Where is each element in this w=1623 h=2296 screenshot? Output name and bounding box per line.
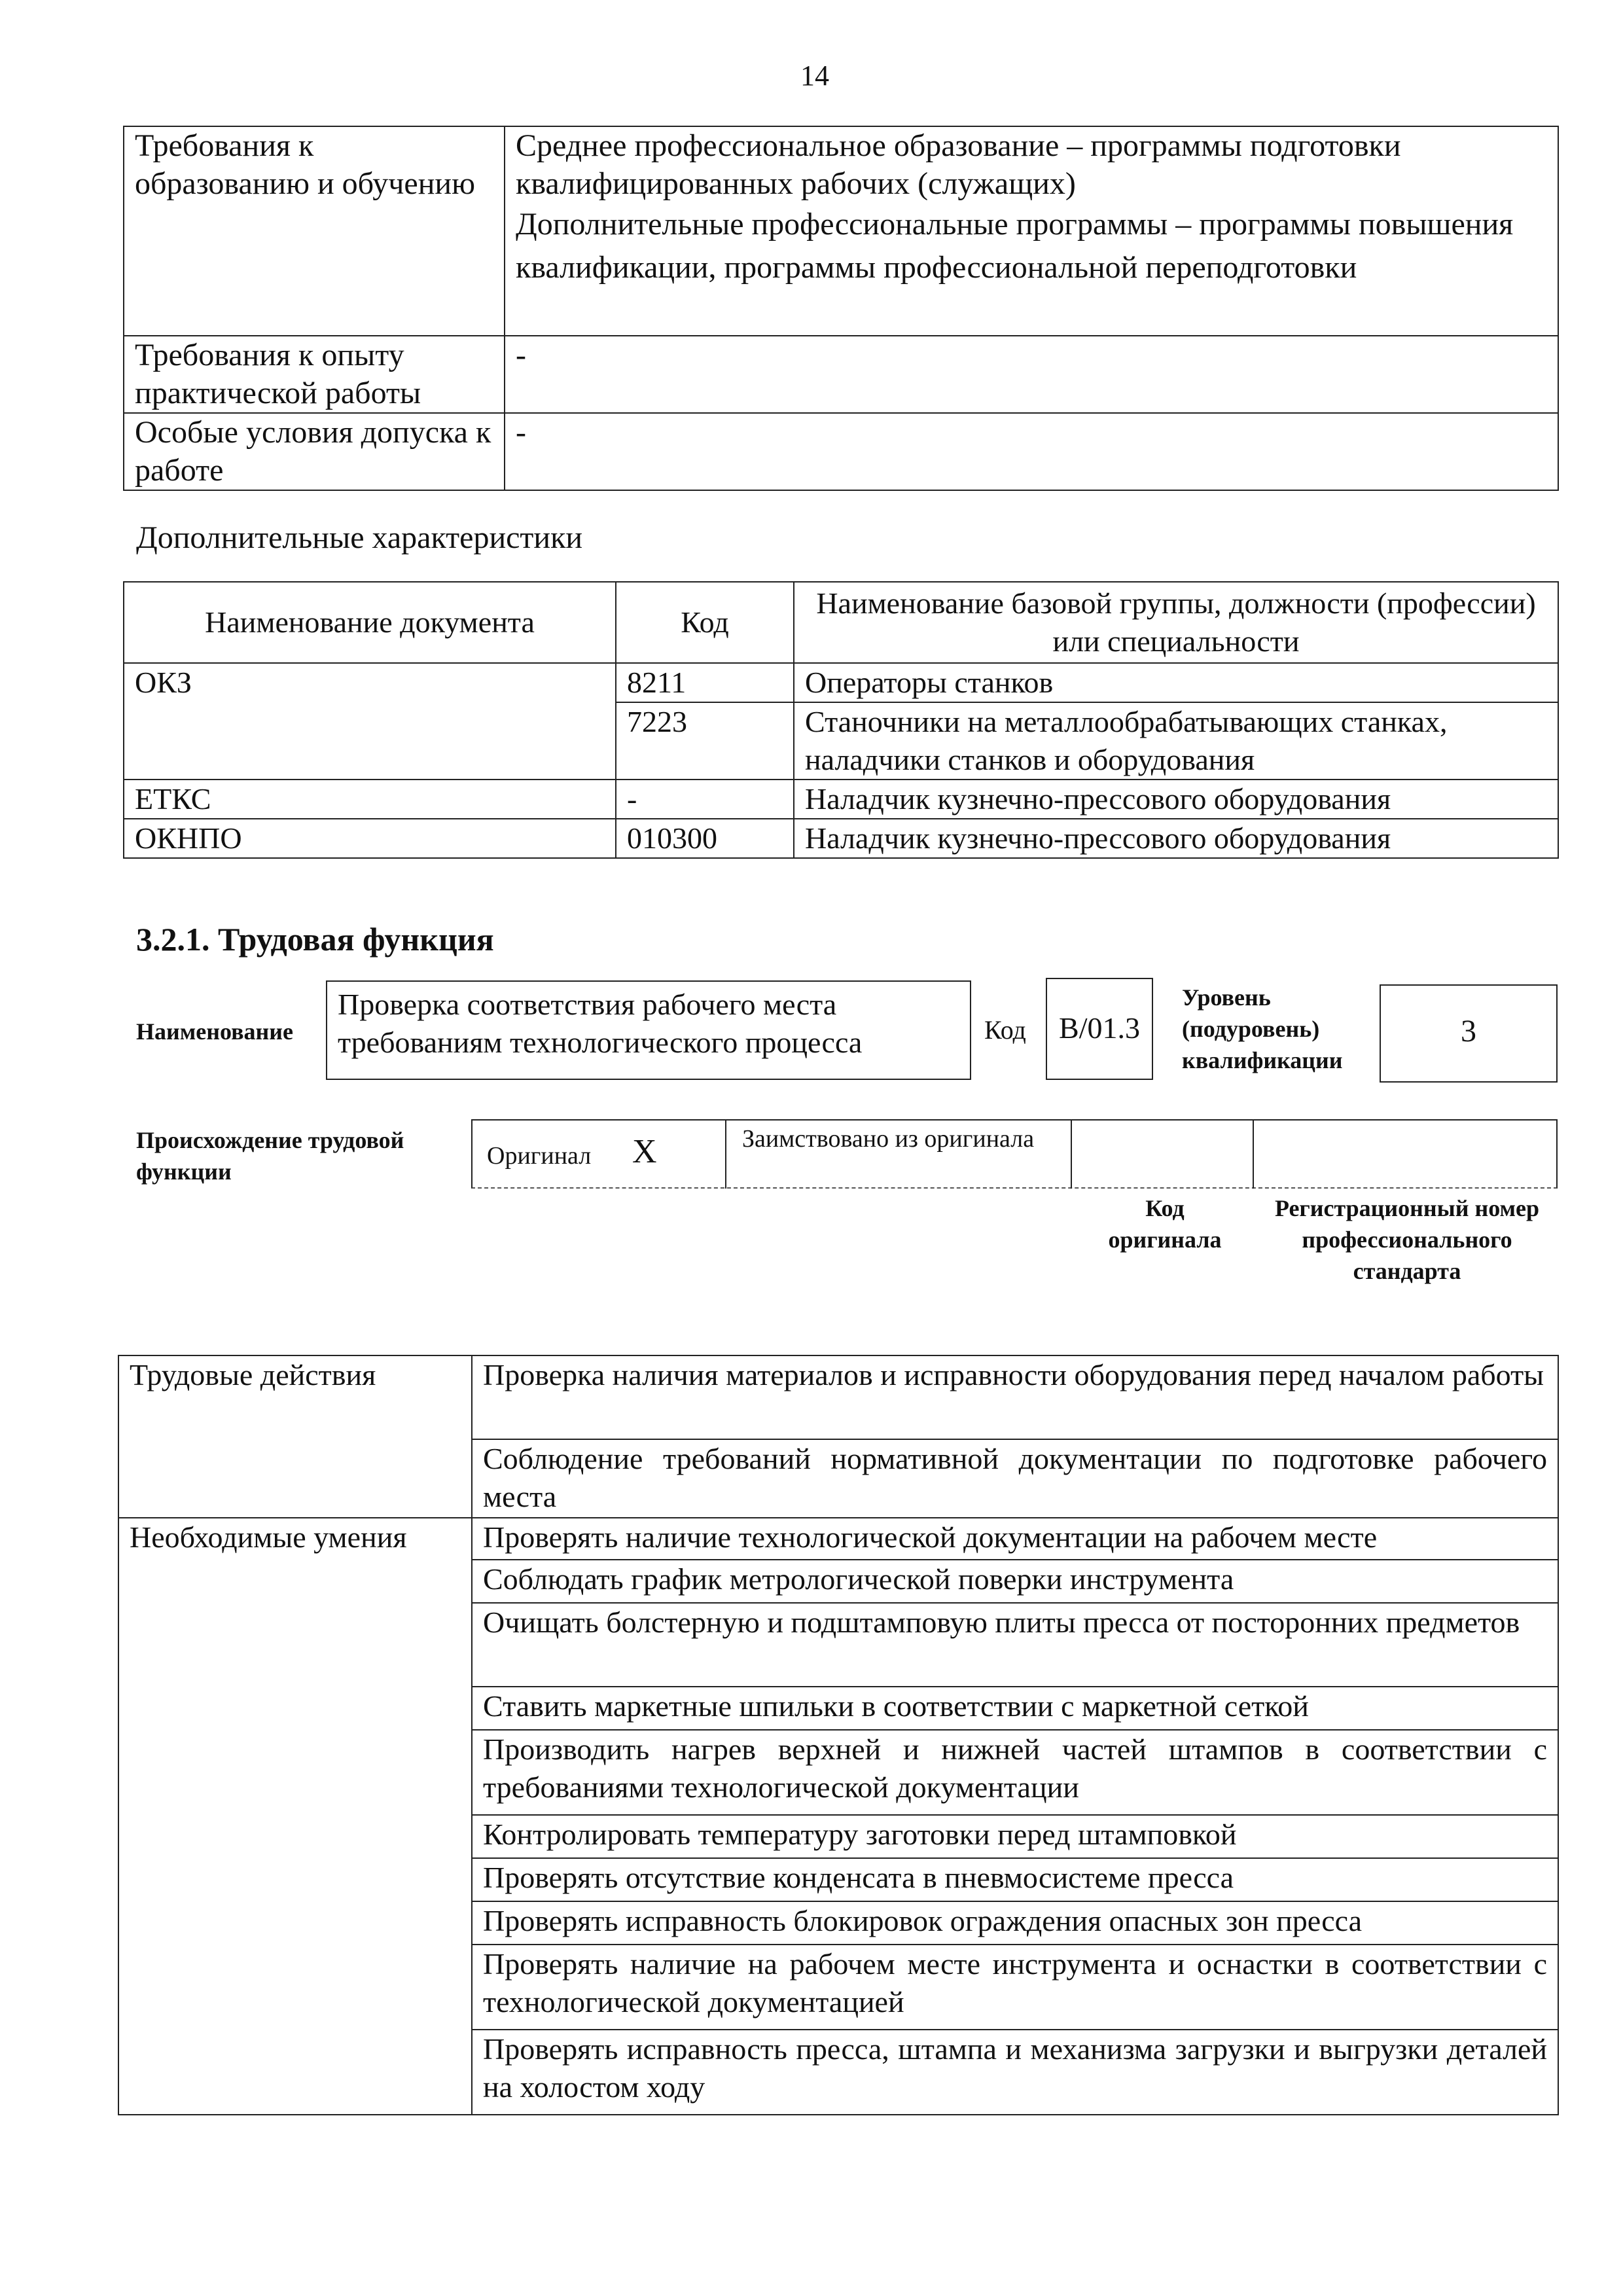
name-cell: Операторы станков <box>794 663 1558 702</box>
requirements-row-experience <box>124 336 1558 413</box>
requirement-value: - <box>505 336 1558 413</box>
requirement-value <box>505 126 1558 336</box>
work-item: Проверка наличия материалов и исправности оборудования перед началом работы <box>472 1355 1558 1439</box>
doc-cell: ЕТКС <box>124 780 616 819</box>
work-item: Соблюдать график метрологической поверки инструмента <box>472 1560 1558 1603</box>
doc-cell: ОКЗ <box>124 663 616 780</box>
work-item: Проверять наличие на рабочем месте инструмента и оснастки в соответствии с технологической документацией <box>472 1945 1558 2030</box>
function-level-label: Уровень (подуровень) квалификации <box>1182 984 1343 1073</box>
work-item: Ставить маркетные шпильки в соответствии с маркетной сеткой <box>472 1687 1558 1730</box>
work-item: Проверять отсутствие конденсата в пневмосистеме пресса <box>472 1858 1558 1901</box>
name-cell: Станочники на металлообрабатывающих станках, наладчики станков и оборудования <box>794 702 1558 780</box>
work-item: Очищать болстерную и подштамповую плиты пресса от посторонних предметов <box>472 1603 1558 1687</box>
work-section-label: Необходимые умения <box>118 1518 472 2115</box>
function-level-value: 3 <box>1461 1014 1476 1049</box>
origin-original-mark: X <box>632 1133 657 1170</box>
function-code-label: Код <box>984 1015 1026 1045</box>
requirement-line: Среднее профессиональное образование – программы подготовки квалифицированных рабочих (служащих) <box>516 128 1401 201</box>
work-item: Соблюдение требований нормативной документации по подготовке рабочего места <box>472 1439 1558 1518</box>
page-number: 14 <box>800 60 829 92</box>
requirement-line: Дополнительные профессиональные программы – программы повышения квалификации, программы профессиональной переподготовки <box>516 207 1514 285</box>
header-code: Код <box>616 582 794 663</box>
work-item: Производить нагрев верхней и нижней частей штампов в соответствии с требованиями технологической документации <box>472 1730 1558 1815</box>
reg-number-caption: Регистрационный номер профессионального стандарта <box>1274 1195 1540 1284</box>
work-section-label: Трудовые действия <box>118 1355 472 1518</box>
name-cell: Наладчик кузнечно-прессового оборудования <box>794 780 1558 819</box>
function-code-value: B/01.3 <box>1059 1011 1140 1045</box>
section-heading: 3.2.1. Трудовая функция <box>136 921 494 958</box>
additional-table <box>123 581 1559 859</box>
additional-row <box>124 663 1558 702</box>
name-cell: Наладчик кузнечно-прессового оборудования <box>794 819 1558 858</box>
requirement-label: Особые условия допуска к работе <box>124 413 505 490</box>
work-row <box>118 1518 1558 1560</box>
origin-original-label: Оригинал <box>487 1142 592 1170</box>
doc-cell: ОКНПО <box>124 819 616 858</box>
code-original-caption: Код оригинала <box>1108 1195 1222 1253</box>
header-group-name: Наименование базовой группы, должности (профессии) или специальности <box>794 582 1558 663</box>
origin-divider <box>1071 1119 1072 1189</box>
additional-title: Дополнительные характеристики <box>136 520 583 555</box>
work-table <box>118 1355 1559 2115</box>
work-item: Проверять исправность блокировок ограждения опасных зон пресса <box>472 1901 1558 1945</box>
code-cell: 7223 <box>616 702 794 780</box>
additional-row <box>124 780 1558 819</box>
requirement-label: Требования к образованию и обучению <box>124 126 505 336</box>
header-document: Наименование документа <box>124 582 616 663</box>
requirements-row-admission <box>124 413 1558 490</box>
origin-divider <box>725 1119 726 1189</box>
work-item: Контролировать температуру заготовки перед штамповкой <box>472 1815 1558 1858</box>
origin-label: Происхождение трудовой функции <box>136 1127 404 1185</box>
additional-row <box>124 819 1558 858</box>
function-name-label: Наименование <box>136 1018 293 1045</box>
requirements-row-education <box>124 126 1558 336</box>
work-row <box>118 1355 1558 1439</box>
additional-header-row <box>124 582 1558 663</box>
work-item: Проверять исправность пресса, штампа и механизма загрузки и выгрузки деталей на холостом ходу <box>472 2030 1558 2115</box>
requirement-value: - <box>505 413 1558 490</box>
code-cell: 010300 <box>616 819 794 858</box>
origin-borrowed-label: Заимствовано из оригинала <box>742 1125 1035 1153</box>
work-item: Проверять наличие технологической документации на рабочем месте <box>472 1518 1558 1560</box>
requirement-label: Требования к опыту практической работы <box>124 336 505 413</box>
origin-divider <box>1253 1119 1254 1189</box>
code-cell: - <box>616 780 794 819</box>
function-name-value: Проверка соответствия рабочего места требованиям технологического процесса <box>338 988 863 1059</box>
code-cell: 8211 <box>616 663 794 702</box>
requirements-table <box>123 126 1559 491</box>
